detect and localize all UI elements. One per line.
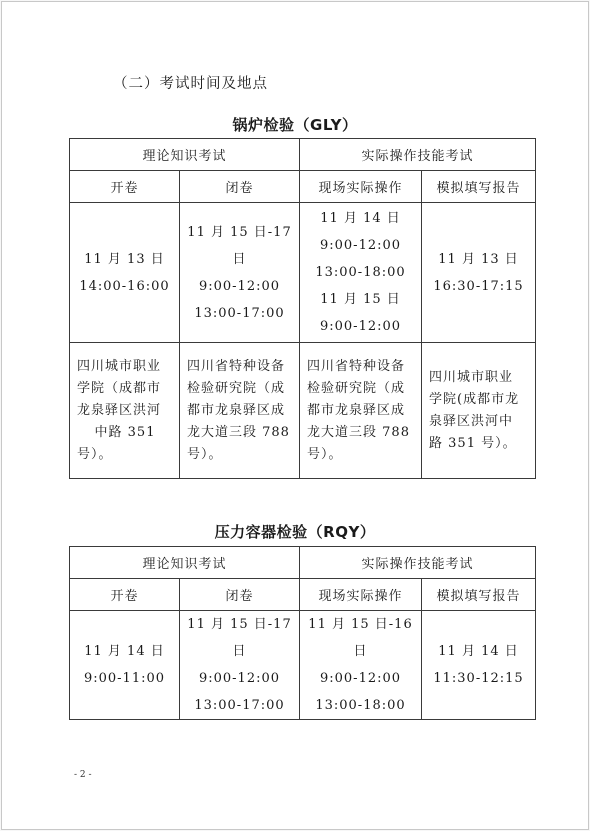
group-header-theory: 理论知识考试 [70,547,300,579]
col-header-onsite-operation: 现场实际操作 [300,579,422,611]
place-cell-closed-book: 四川省特种设备 检验研究院（成 都市龙泉驿区成 龙大道三段 788 号）。 [180,343,300,479]
place-cell-onsite-operation: 四川省特种设备 检验研究院（成 都市龙泉驿区成 龙大道三段 788 号）。 [300,343,422,479]
time-cell-onsite-operation: 11 月 14 日 9:00-12:00 13:00-18:00 11 月 15 日 9:00-12:00 [300,203,422,343]
group-header-practical: 实际操作技能考试 [300,547,536,579]
schedule-table-gly [69,138,536,479]
time-cell-closed-book: 11 月 15 日-17 日 9:00-12:00 13:00-17:00 [180,611,300,720]
place-cell-mock-report: 四川城市职业 学院(成都市龙 泉驿区洪河中 路 351 号）。 [422,343,536,479]
place-cell-open-book: 四川城市职业 学院（成都市 龙泉驿区洪河 中路 351 号）。 [70,343,180,479]
col-header-mock-report: 模拟填写报告 [422,171,536,203]
table-caption-gly: 锅炉检验（GLY） [232,116,358,134]
col-header-open-book: 开卷 [70,171,180,203]
col-header-closed-book: 闭卷 [180,579,300,611]
schedule-table-rqy [69,546,536,720]
table-caption-rqy: 压力容器检验（RQY） [214,523,376,541]
col-header-mock-report: 模拟填写报告 [422,579,536,611]
time-cell-onsite-operation: 11 月 15 日-16 日 9:00-12:00 13:00-18:00 [300,611,422,720]
page-number: - 2 - [74,770,92,780]
group-header-practical: 实际操作技能考试 [300,139,536,171]
time-cell-open-book: 11 月 13 日 14:00-16:00 [70,203,180,343]
time-cell-open-book: 11 月 14 日 9:00-11:00 [70,611,180,720]
group-header-theory: 理论知识考试 [70,139,300,171]
col-header-open-book: 开卷 [70,579,180,611]
col-header-onsite-operation: 现场实际操作 [300,171,422,203]
col-header-closed-book: 闭卷 [180,171,300,203]
section-heading: （二）考试时间及地点 [113,76,268,92]
time-cell-closed-book: 11 月 15 日-17 日 9:00-12:00 13:00-17:00 [180,203,300,343]
time-cell-mock-report: 11 月 13 日 16:30-17:15 [422,203,536,343]
time-cell-mock-report: 11 月 14 日 11:30-12:15 [422,611,536,720]
